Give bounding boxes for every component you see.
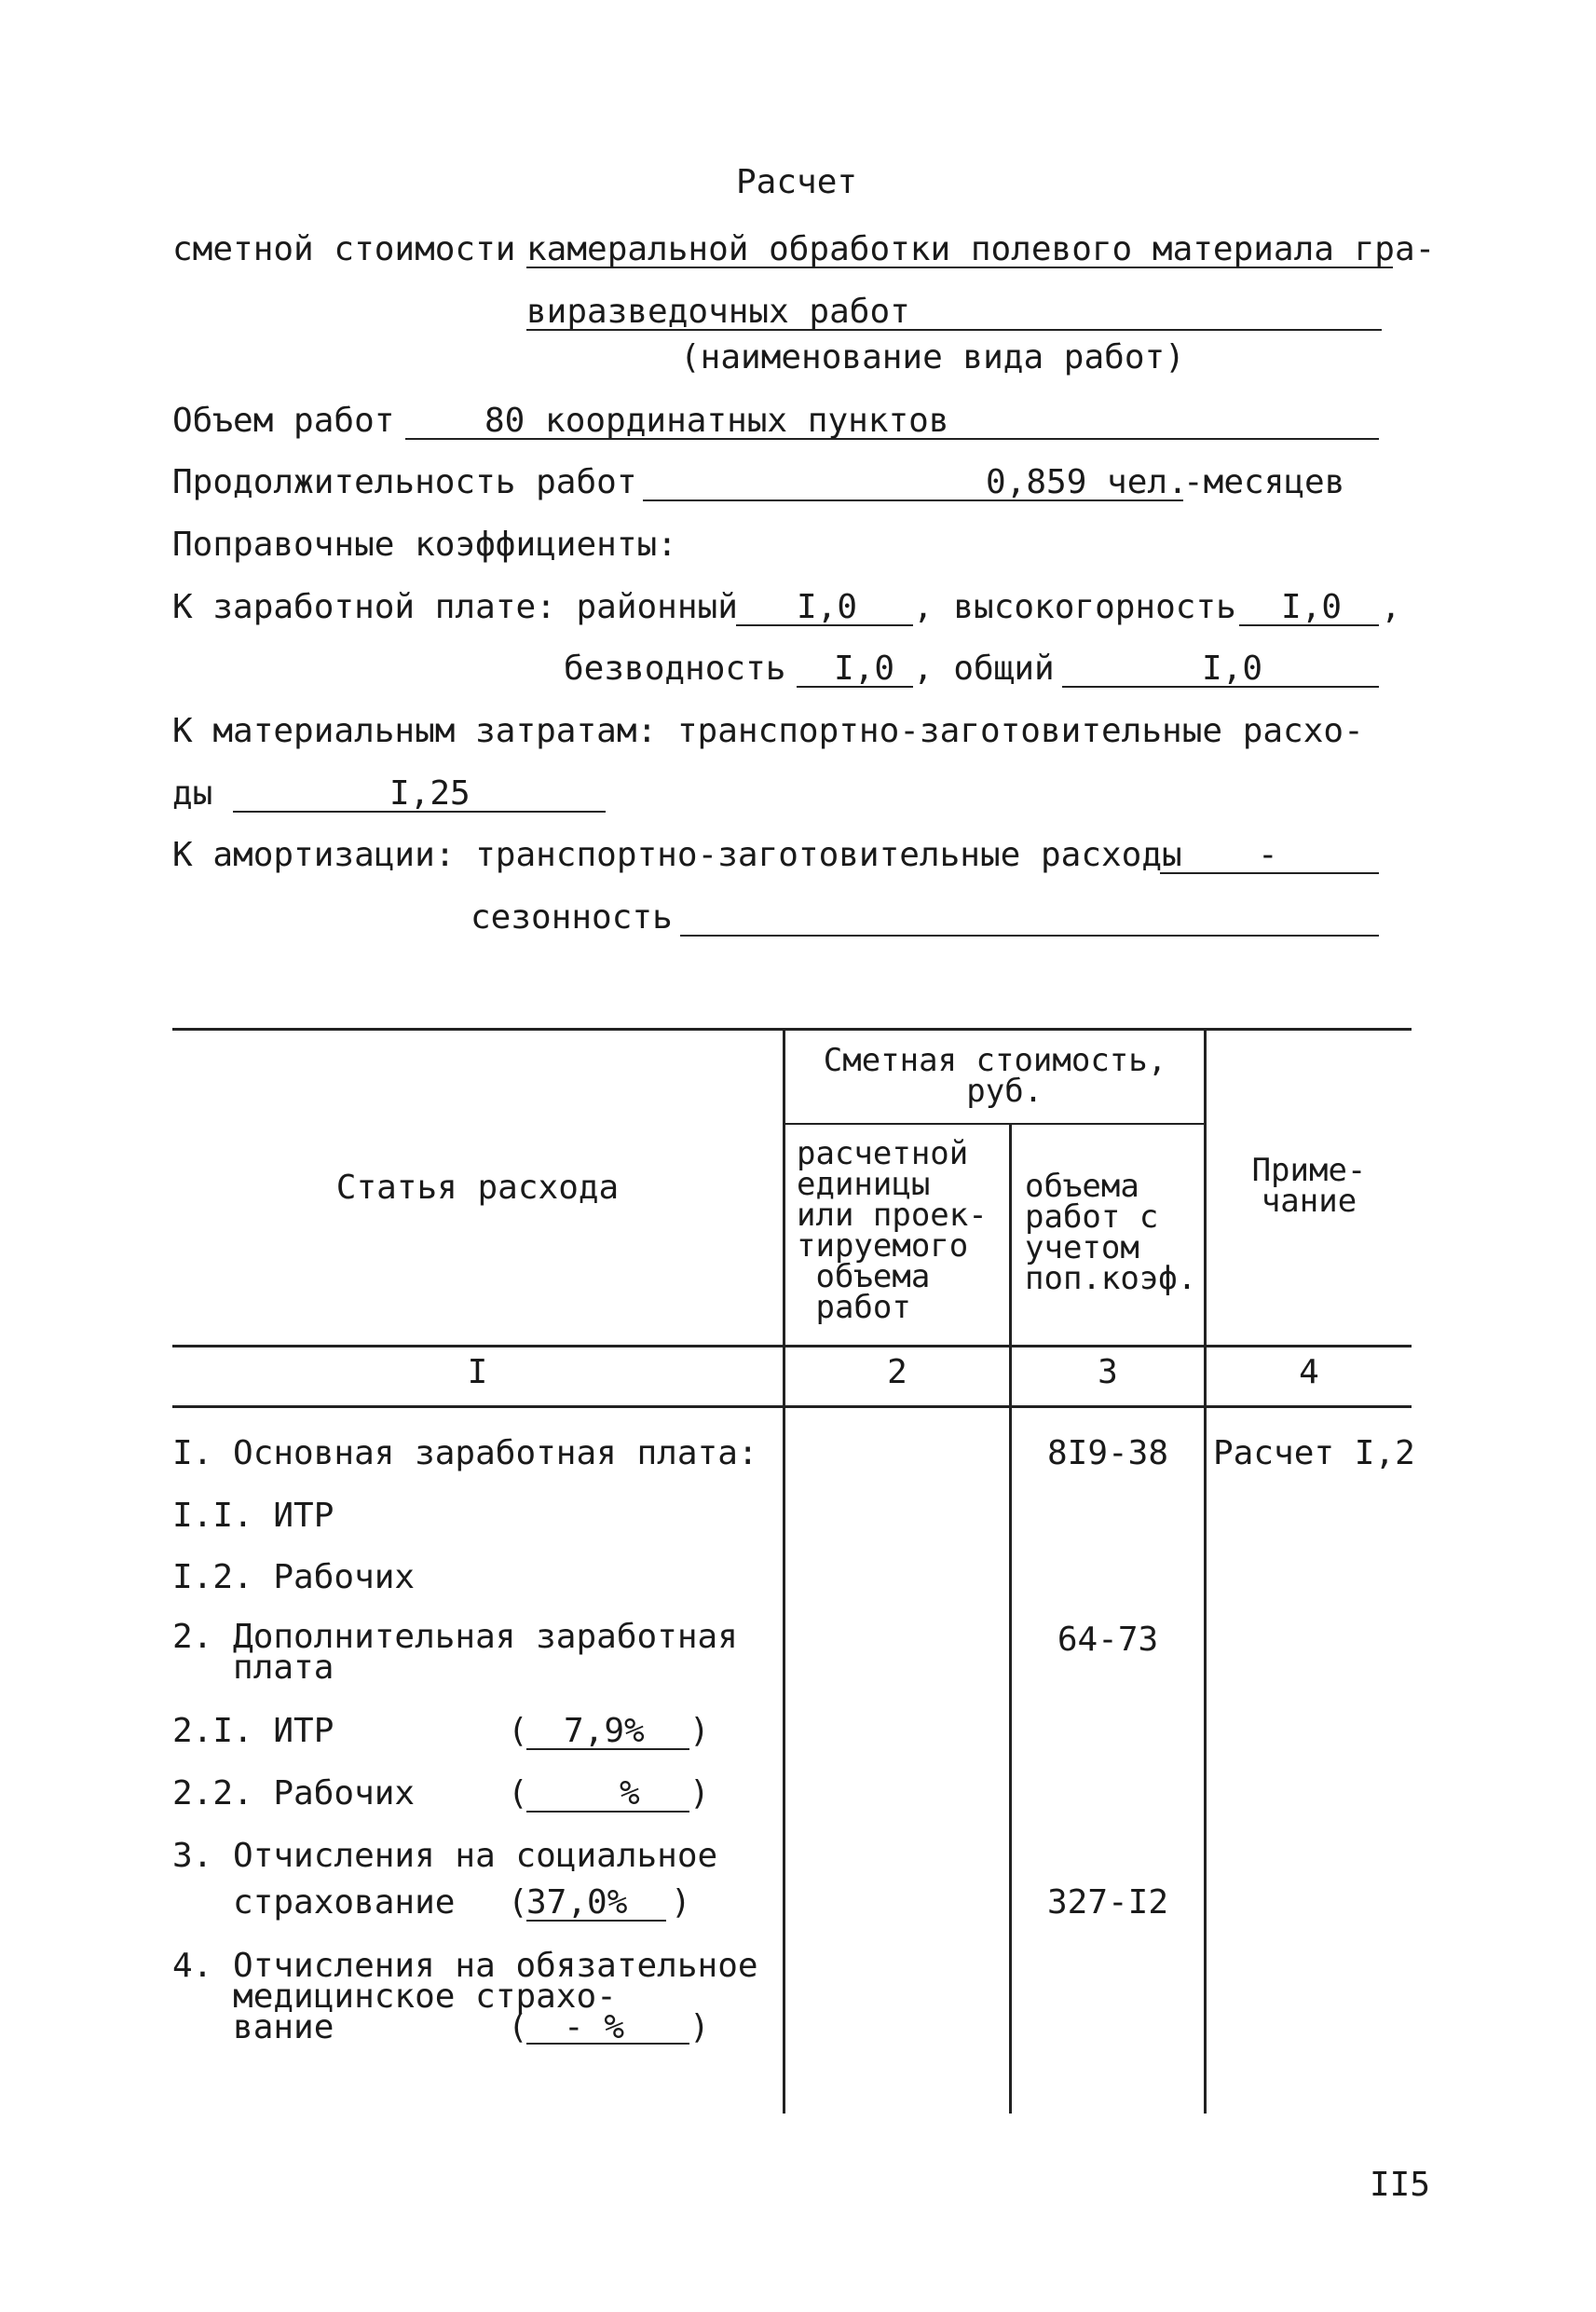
table-rule [783, 1123, 1207, 1125]
volume-value: 80 координатных пунктов [484, 402, 949, 440]
underline [643, 499, 1183, 501]
table-top-rule [172, 1028, 1412, 1031]
comma: , [1381, 588, 1401, 626]
underline [1062, 686, 1379, 688]
table-row-article: I. Основная заработная плата: [172, 1434, 758, 1472]
material-label: К материальным затратам: транспортно-заготовительные расхо- [172, 712, 1364, 750]
total-label: , общий [913, 650, 1055, 688]
duration-value: 0,859 чел. [986, 463, 1188, 501]
header-note: Приме- чание [1251, 1152, 1367, 1220]
underline [233, 811, 606, 813]
total-value: I,0 [1202, 650, 1263, 688]
table-rule [172, 1405, 1412, 1408]
duration-suffix: -месяцев [1183, 463, 1345, 501]
underline [526, 329, 1382, 331]
table-row-value: 64-73 [1057, 1621, 1159, 1659]
cost-label: сметной стоимости [172, 230, 516, 268]
table-row-value: 327-I2 [1046, 1883, 1169, 1922]
wage-regional-value: I,0 [797, 588, 858, 626]
table-row-article: 2.I. ИТР [172, 1712, 334, 1750]
table-row-percent: 7,9% [564, 1712, 645, 1750]
underline [680, 935, 1379, 937]
work-type-line2: виразведочных работ [526, 293, 910, 331]
table-row-percent: % [620, 1774, 640, 1813]
paren-close: ) [689, 1712, 710, 1750]
paren-open: ( [508, 1774, 528, 1813]
wage-highland-value: I,0 [1281, 588, 1343, 626]
paren-open: ( [508, 2008, 528, 2046]
underline [526, 1920, 666, 1922]
work-type-line1: камеральной обработки полевого материала гра- [526, 230, 1436, 268]
underline [405, 438, 1379, 440]
paren-open: ( [508, 1883, 528, 1922]
underline [526, 2043, 689, 2045]
table-col-divider [1009, 1123, 1012, 2114]
table-row-article: I.I. ИТР [172, 1497, 334, 1535]
underline [1160, 872, 1379, 874]
underline [526, 1748, 689, 1750]
underline [526, 1811, 689, 1813]
underline [736, 624, 913, 626]
table-row-note: Расчет I,2 [1213, 1434, 1415, 1472]
underline [526, 267, 1393, 268]
seasonality-label: сезонность [471, 898, 673, 937]
material-label-cont: ды [172, 774, 213, 813]
waterless-value: I,0 [834, 650, 895, 688]
table-row-percent: 37,0% [526, 1883, 628, 1922]
table-row-percent: - % [564, 2008, 625, 2046]
col-number-2: 2 [887, 1353, 907, 1391]
underline [1239, 624, 1379, 626]
paren-close: ) [689, 2008, 710, 2046]
material-value: I,25 [389, 774, 471, 813]
amortization-label: К амортизации: транспортно-заготовительные расходы [172, 836, 1182, 874]
col-number-4: 4 [1299, 1353, 1319, 1391]
table-row-article: 2. Дополнительная заработная плата [172, 1618, 738, 1687]
header-unit-cost: расчетной единицы или проек- тируемого объема работ [797, 1135, 988, 1326]
header-volume-cost: объема работ с учетом поп.коэф. [1025, 1168, 1197, 1297]
table-row-article: 2.2. Рабочих [172, 1774, 416, 1813]
underline [797, 686, 913, 688]
col-number-3: 3 [1098, 1353, 1118, 1391]
paren-open: ( [508, 1712, 528, 1750]
table-row-article: I.2. Рабочих [172, 1558, 416, 1596]
table-rule [172, 1345, 1412, 1348]
page-number: II5 [1370, 2166, 1431, 2204]
work-type-caption: (наименование вида работ) [680, 338, 1185, 376]
volume-label: Объем работ [172, 402, 395, 440]
col-number-1: I [467, 1353, 488, 1391]
wage-highland-label: , высокогорность [913, 588, 1236, 626]
waterless-label: безводность [564, 650, 786, 688]
table-row-article: 3. Отчисления на социальное [172, 1837, 718, 1875]
table-row-article-cont: страхование [233, 1883, 456, 1922]
header-article: Статья расхода [335, 1169, 620, 1207]
paren-close: ) [689, 1774, 710, 1813]
table-row-article: 4. Отчисления на обязательное медицинское страхо- вание [172, 1947, 758, 2046]
header-cost-group: Сметная стоимость, руб. [823, 1042, 1167, 1110]
coefficients-title: Поправочные коэффициенты: [172, 526, 677, 564]
paren-close: ) [671, 1883, 691, 1922]
document-title: Расчет [736, 163, 858, 201]
table-row-value: 8I9-38 [1046, 1434, 1169, 1472]
duration-label: Продолжительность работ [172, 463, 637, 501]
table-col-divider [783, 1028, 785, 2114]
wage-label: К заработной плате: районный [172, 588, 738, 626]
amortization-value: - [1258, 836, 1278, 874]
